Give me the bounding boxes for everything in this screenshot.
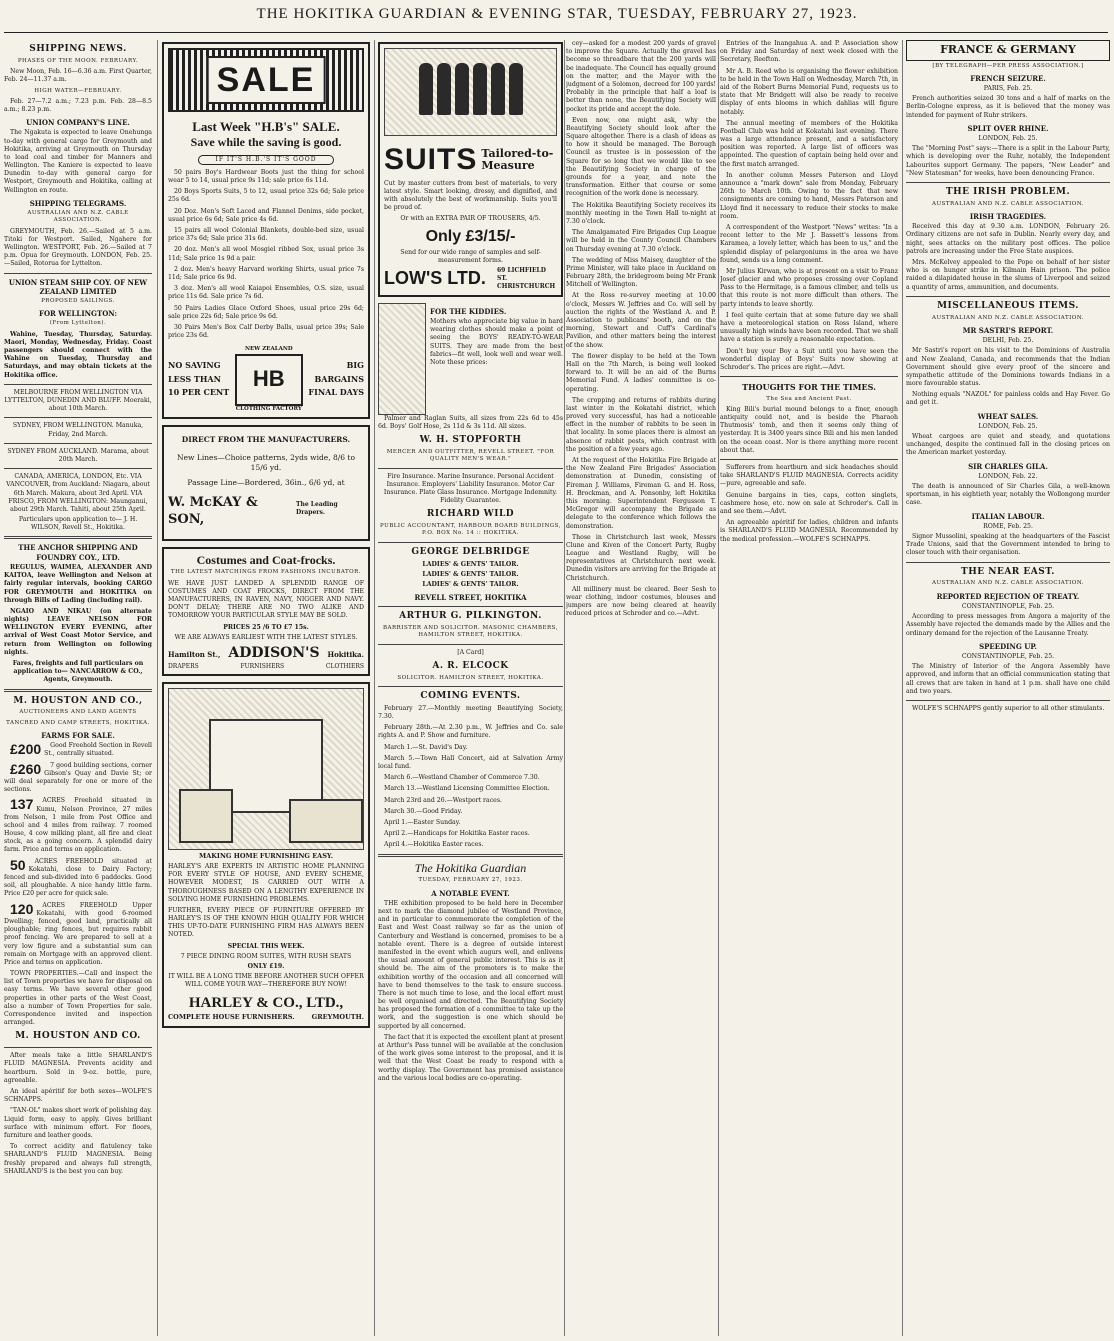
suits-heading: SUITS — [384, 143, 478, 176]
speeding-text: The Ministry of Interior of the Angora Assembly have approved, and inform that an official communication stating that all crews that are taken in hand at 1 p.m. shall have one child and two years. — [906, 663, 1110, 695]
tailor-line: LADIES' & GENTS' TAILOR. — [422, 580, 519, 588]
divider — [906, 562, 1110, 563]
kiddies-heading: FOR THE KIDDIES. — [430, 306, 507, 316]
listing-text: 7 good building sections, corner Gibson's Quay and Davie St; or will deal separately for one or more of the sections. — [4, 761, 152, 794]
lows-address: 69 LICHFIELD ST. CHRISTCHURCH — [497, 267, 556, 290]
houston-heading: M. HOUSTON AND CO., — [13, 695, 143, 706]
split-heading: SPLIT OVER RHINE. — [967, 123, 1049, 133]
mckay-ad — [162, 425, 370, 541]
wheat-dateline: LONDON, Feb. 25. — [978, 422, 1038, 430]
sale-item: 20 Boys Sports Suits, 5 to 12, usual price 32s 6d; Sale price 25s 6d. — [168, 188, 364, 204]
addisons-name-row — [168, 644, 364, 662]
divider — [378, 854, 563, 857]
masthead-rule — [4, 32, 1108, 33]
telegrams-heading: SHIPPING TELEGRAMS. — [29, 198, 127, 208]
wellington-heading: FOR WELLINGTON: — [38, 309, 118, 319]
divider — [4, 273, 152, 274]
harley-name: HARLEY & CO., LTD., — [188, 994, 344, 1011]
hb-ribbon: IF IT'S H.B.'S IT'S GOOD — [198, 155, 334, 165]
divider — [378, 606, 563, 607]
seizure-dateline: PARIS, Feb. 25. — [983, 85, 1033, 92]
moon-text: New Moon, Feb. 16—6.36 a.m. First Quarter, Feb. 24—11.37 a.m. — [4, 68, 152, 84]
event-item: March 23rd and 26.—Westport races. — [384, 796, 502, 804]
magnesia-text: After meals take a little SHARLAND'S FLUID MAGNESIA. Prevents acidity and heartburn. Sold in 9-oz. bottle, pure, agreeable. — [4, 1052, 152, 1084]
lows-ad — [378, 42, 563, 297]
fares-text: Fares, freights and full particulars on application to— NANCARROW & CO., Agents, Greymouth. — [12, 660, 144, 684]
sastri-heading: MR SASTRI'S REPORT. — [962, 325, 1054, 335]
tide-text: Feb. 27—7.2 a.m.; 7.23 p.m. Feb. 28—8.5 a.m.; 8.23 p.m. — [4, 97, 152, 113]
hb-logo-icon — [235, 354, 303, 406]
furnishers-label: FURNISHERS — [240, 662, 285, 670]
sale-item: 15 pairs all wool Colonial Blankets, double-bed size, usual price 37s 6d; Sale price 31s 6d. — [168, 227, 364, 243]
news-paragraph: An agreeable apéritif for ladies, children and infants is SHARLAND'S FLUID MAGNESIA. Recommended by the medical profession.—WOLFE'S SCHNAPPS. — [720, 519, 898, 543]
uss-sub: PROPOSED SAILINGS. — [41, 298, 115, 304]
treaty-text: According to press messages from Angora a majority of the Assembly have rejected the demands made by the Allies and the ordinary demand for the rejection of the Lausanne Treaty. — [906, 613, 1110, 637]
divider — [4, 468, 152, 469]
near-east-heading: THE NEAR EAST. — [961, 566, 1055, 577]
guardian-date: TUESDAY, FEBRUARY 27, 1923. — [418, 877, 523, 884]
divider — [378, 542, 563, 543]
clothiers-label: CLOTHIERS — [325, 662, 364, 670]
furniture-illustration — [168, 688, 364, 850]
tailored-heading: Tailored-to-Measure — [481, 146, 554, 172]
prices-text: PRICES 25 /6 TO £7 15s. — [223, 623, 309, 631]
notable-heading: A NOTABLE EVENT. — [431, 888, 510, 898]
column-rule — [902, 40, 903, 1336]
addisons-name: ADDISON'S — [228, 645, 320, 662]
column-shipping — [4, 40, 152, 1338]
divider — [4, 417, 152, 418]
event-item: February 27.—Monthly meeting Beautifying Society, 7.30. — [378, 704, 563, 721]
elcock-sub: SOLICITOR. HAMILTON STREET, HOKITIKA. — [397, 674, 544, 681]
new-lines-text: New Lines—Choice patterns, 2yds wide, 8/6 to 15/6 yd. — [177, 452, 355, 472]
column-local — [378, 40, 563, 1338]
save-heading: Save while the saving is good. — [190, 135, 342, 150]
news-paragraph: Mr Julius Kirwan, who is at present on a visit to Franz Josef glacier and who proposes crossing over Copland Pass to the Hermitage, is a famous climber, and tells us that this route is not more difficult than others. The party intends to leave shortly. — [720, 267, 898, 308]
split-dateline: LONDON, Feb. 25. — [978, 134, 1038, 142]
tailor-line: LADIES' & GENTS' TAILOR. — [422, 570, 519, 578]
stopforth-name: W. H. STOPFORTH — [419, 435, 522, 446]
melbourne-text: MELBOURNE FROM WELLINGTON VIA LYTTELTON, DUNEDIN AND BLUFF. Moeraki, about 10th March. — [4, 388, 152, 413]
news-paragraph: At the Ross re-survey meeting at 10.00 o'clock, Messrs W. Jeffries and Co. will sell by auction the rights of the Westland A. and P. Association to publicans' booth, and on the morning, Stewart and Cuff's Cardinal's Pavilion, and other matters being the interest of the show. — [566, 292, 716, 349]
event-item: March 1.—St. David's Day. — [384, 743, 468, 751]
gila-dateline: LONDON, Feb. 22. — [978, 472, 1038, 480]
divider — [720, 376, 898, 377]
harley-trade: COMPLETE HOUSE FURNISHERS. — [168, 1013, 295, 1022]
event-item: March 13.—Westland Licensing Committee Election. — [384, 785, 550, 793]
news-paragraph: Sufferers from heartburn and sick headaches should take SHARLAND'S FLUID MAGNESIA. Corrects acidity—pure, agreeable and safe. — [720, 464, 898, 488]
addisons-ad — [162, 547, 370, 677]
news-paragraph: Those in Christchurch last week, Messrs Clune and Kiven of the Concert Party, Rugby League and Westland Rugby, will be representatives at Christchurch next week. Dunedin visitors are arriving for the Brigade at Christchurch. — [566, 533, 716, 582]
wild-sub: PUBLIC ACCOUNTANT, HARBOUR BOARD BUILDINGS, P.O. BOX No. 14 :: HOKITIKA. — [379, 523, 562, 537]
last-week-heading: Last Week "H.B's" SALE. — [192, 119, 340, 134]
styles-text: WE ARE ALWAYS EARLIEST WITH THE LATEST STYLES. — [174, 633, 358, 641]
hb-mark: HB — [252, 365, 285, 391]
news-paragraph: In another column Messrs Paterson and Lloyd announce a "mark down" sale from Monday, February 26th to March 10th. Owing to the fact that new consignments are coming to hand, Messrs Paterson and Lloyd find it necessary to reduce their stocks to make room. — [720, 171, 898, 220]
event-item: February 28th.—At 2.30 p.m., W. Jeffries and Co. sale rights A. and P. Show and furniture. — [378, 724, 563, 740]
column-rule — [374, 40, 375, 1336]
event-item: March 5.—Town Hall Concert, aid at Salvation Army local fund. — [378, 754, 563, 770]
divider — [720, 459, 898, 460]
man-figure-icon — [509, 63, 523, 115]
anchor-text: REGULUS, WAIMEA, ALEXANDER AND KAITOA, leave Wellington and Nelson at fairly regular intervals, booking CARGO FOR GREYMOUTH and HOKITIKA on through Bills of Lading (including rail). — [4, 563, 152, 604]
irish-text: Received this day at 9.30 a.m. LONDON, February 26. Ordinary citizens are not safe in Dublin. Nearly every day, and night, sees attacks on the military post offices. The police patrols are increasing under the Free State auspices. — [906, 223, 1110, 255]
suits-row — [384, 140, 557, 180]
insurance-list: Fire Insurance. Marine Insurance. Personal Accident Insurance. Employers' Liability Insurance. Motor Car Insurance. Plate Glass Insurance. Mortgage Indemnity. Fidelity Guarantee. — [383, 472, 558, 505]
sale-item: 3 doz. Men's all wool Kaiapoi Ensembles, O.S. size, usual price 11s 6d. Sale price 7s 6d. — [168, 285, 364, 301]
misc-heading: MISCELLANEOUS ITEMS. — [937, 300, 1079, 311]
union-heading: UNION COMPANY'S LINE. — [26, 118, 130, 128]
listing-text: ACRES FREEHOLD situated at Kokatahi, close to Dairy Factory; fenced and sub-divided into 6 paddocks. Good soil, all ploughable. A nice handy little farm. Price £20 per acre for quick sale. — [4, 857, 152, 898]
nz-label: NEW ZEALAND — [244, 346, 293, 353]
suits-text: Cut by master cutters from best of materials, to very latest style. Smart looking, dressy, and dignified, and with absolutely the best of workmanship. Suits you'll be proud of. — [384, 179, 557, 212]
wellington-text: Wahine, Tuesday, Thursday, Saturday. Maori, Monday, Wednesday, Friday. Coast passengers should connect with the Wahine on Tuesday, Thursday and Saturdays, and may obtain tickets at the Hokitika office. — [4, 330, 152, 379]
news-paragraph: The flower display to be held at the Town Hall on the 7th March, is being well looked forward to. It will be an aid of the Burns Memorial Fund. A ladies' committee is co-operating. — [566, 352, 716, 393]
direct-heading: DIRECT FROM THE MANUFACTURERS. — [181, 434, 351, 444]
schnapps-text: An ideal apéritif for both sexes—WOLFE'S SCHNAPPS. — [4, 1088, 152, 1104]
sale-item: 30 Pairs Men's Box Calf Derby Balls, usual price 39s; Sale price 23s 6d. — [168, 323, 364, 340]
listing — [4, 762, 152, 795]
man-figure-icon — [473, 63, 487, 115]
listing — [4, 742, 152, 758]
man-figure-icon — [437, 63, 451, 115]
listing — [4, 858, 152, 899]
kiddies-block — [430, 303, 563, 415]
no-saving-block — [168, 359, 229, 400]
nazol-text: Nothing equals "NAZOL" for painless colds and Hay Fever. Go and get it. — [906, 391, 1110, 407]
thoughts-sub: The Sea and Ancient Past. — [766, 395, 852, 402]
near-east-sub: AUSTRALIAN AND N.Z. CABLE ASSOCIATION. — [931, 580, 1085, 587]
anchor-heading: THE ANCHOR SHIPPING AND FOUNDRY COY., LTD. — [18, 543, 138, 562]
hb-footer — [168, 346, 364, 413]
column-news-a — [566, 40, 716, 1338]
divider — [4, 1047, 152, 1048]
event-item: April 4.—Hokitika Easter races. — [384, 841, 484, 849]
pilkington-sub: BARRISTER AND SOLICITOR. MASONIC CHAMBERS, HAMILTON STREET, HOKITIKA. — [383, 625, 558, 639]
news-paragraph: All millinery must be cleared. Beer Sesh to wear clothing, indoor costumes, blouses and jumpers are now being cleared at heavily reduced prices at Schroder and co.—Advt. — [566, 585, 716, 618]
card-label: [A Card] — [457, 648, 484, 656]
suites-text: 7 PIECE DINING ROOM SUITES, WITH RUSH SEATS — [180, 952, 352, 960]
misc-sub: AUSTRALIAN AND N.Z. CABLE ASSOCIATION. — [931, 314, 1085, 321]
costumes-sub: THE LATEST MATCHINGS FROM FASHIONS INCUBATOR. — [170, 569, 362, 576]
man-figure-icon — [455, 63, 469, 115]
irish-subheading: IRISH TRAGEDIES. — [969, 212, 1047, 222]
irish-sub: AUSTRALIAN AND N.Z. CABLE ASSOCIATION. — [931, 200, 1085, 207]
news-paragraph: cey—asked for a modest 200 yards of gravel to improve the Square. Actually the gravel has become so threadbare that the 200 yards will be inadequate. The Council has equally ground on the matter, and the Mayor with the judgment of a Solomon, decreed for 100 yards! Probably in the principle that half a loaf is better than none, the Beautifying Society will pocket its pride and accept the dole. — [566, 40, 716, 113]
divider — [906, 700, 1110, 701]
event-item: March 30.—Good Friday. — [384, 807, 463, 815]
suits-price: Only £3/15/- — [425, 227, 516, 245]
uss-heading: UNION STEAM SHIP COY. OF NEW ZEALAND LIMITED — [8, 277, 148, 296]
only-price: ONLY £19. — [247, 963, 285, 971]
less-than-text: LESS THAN — [168, 373, 221, 384]
ten-percent-text: 10 PER CENT — [168, 387, 230, 398]
sale-item: 20 doz. Men's all wool Mosgiel ribbed Sox, usual price 3s 11d; Sale price 1s 9d a pair. — [168, 246, 364, 262]
treaty-dateline: CONSTANTINOPLE, Feb. 25. — [961, 602, 1055, 610]
pilkington-name: ARTHUR G. PILKINGTON. — [399, 611, 542, 622]
france-germany-heading: FRANCE & GERMANY — [906, 40, 1110, 61]
costumes-heading: Costumes and Coat-frocks. — [196, 552, 336, 567]
passage-text: Passage Line—Bordered, 36in., 6/6 yd, at — [187, 478, 345, 488]
column-rule — [157, 40, 158, 1336]
big-text: BIG — [346, 360, 364, 371]
listing-acres: 120 — [10, 901, 34, 917]
mckay-sub: The Leading Drapers. — [296, 501, 338, 517]
tide-heading: HIGH WATER—FEBRUARY. — [34, 87, 122, 94]
tanol-text: "TAN-OL" makes short work of polishing day. Liquid form, easy to apply. Gives brilliant surface with minimum effort. For floors, furniture and leather goods. — [4, 1107, 152, 1139]
agent-text: Particulars upon application to— J. H. WILSON, Revell St., Hokitika. — [18, 516, 138, 532]
furnishing-caption: MAKING HOME FURNISHING EASY. — [199, 852, 333, 861]
sastri-dateline: DELHI, Feb. 25. — [982, 337, 1034, 345]
divider — [378, 686, 563, 687]
news-paragraph: The Hokitika Beautifying Society receives its monthly meeting in the Town Hall to-night at 7.30 o'clock. — [566, 201, 716, 225]
column-rule — [564, 40, 565, 1336]
special-heading: SPECIAL THIS WEEK. — [227, 942, 305, 950]
sale-word: SALE — [207, 56, 326, 104]
speeding-dateline: CONSTANTINOPLE, Feb. 25. — [961, 652, 1055, 660]
divider — [4, 689, 152, 692]
sydney-auckland-text: SYDNEY FROM AUCKLAND. Marama, about 20th March. — [7, 447, 149, 463]
moon-heading: PHASES OF THE MOON. FEBRUARY. — [17, 57, 139, 64]
sale-item: 20 Doz. Men's Soft Laced and Flannel Denims, side pocket, usual price 6s 6d; Sale price 4s 6d. — [168, 207, 364, 223]
man-figure-icon — [491, 63, 505, 115]
divider — [378, 468, 563, 469]
stopforth-sub: MERCER AND OUTFITTER, REVELL STREET. "FOR QUALITY MEN'S WEAR." — [386, 449, 555, 463]
shipping-heading: SHIPPING NEWS. — [29, 44, 127, 54]
sydney-text: SYDNEY, FROM WELLINGTON. Manuka, Friday, 2nd March. — [12, 422, 144, 438]
guardian-title: The Hokitika Guardian — [414, 860, 527, 875]
lows-name-row — [384, 267, 557, 291]
harley-text: HARLEY'S ARE EXPERTS IN ARTISTIC HOME PLANNING FOR EVERY STYLE OF HOUSE, AND EVERY SCHEME, HOWEVER MODEST, IS CARRIED OUT WITH A THOROUGHNESS BASED ON A LENGTHY EXPERIENCE IN SOLVING HOME FURNISHING PROBLEMS. — [168, 862, 364, 903]
elcock-name: A. R. ELCOCK — [432, 660, 509, 671]
column-news-b — [720, 40, 898, 1338]
listing-text: ACRES FREEHOLD Upper Kokatahi, with good 6-roomed Dwelling; fenced, good land, practically all ploughable; ring fences, but requires rabbit proof fencing. We are prepared to sell at a very low figure and a substantial sum can remain on Mortgage with an approved client. Price and terms on application. — [4, 901, 152, 966]
addisons-trades — [168, 663, 364, 671]
drapers-label: DRAPERS — [168, 662, 199, 670]
masthead: THE HOKITIKA GUARDIAN & EVENING STAR, TUESDAY, FEBRUARY 27, 1923. — [256, 6, 858, 22]
coming-events-heading: COMING EVENTS. — [420, 691, 521, 701]
table-icon — [289, 799, 363, 843]
mckay-name: W. McKAY & SON, — [168, 495, 258, 528]
man-figure-icon — [419, 63, 433, 115]
listing-text: ACRES Freehold situated in Kumu, Nelson Province, 27 miles from Nelson, 1 mile from Post Office and school and 4 miles from railway. 7 roomed House, 4 cow milking plant, all fire and cleat stock, as a going concern. A splendid dairy farm. Price and terms on application. — [4, 797, 152, 854]
news-paragraph: A correspondent of the Westport "News" writes: "In a recent letter to the Mr J. Bassett's lessons from Karamea, a lovely letter, which has been to us," and the splendid display of pelargoniums in the area we have found, sends us a long comment. — [720, 223, 898, 264]
column-rule — [718, 40, 719, 1336]
kiddies-prices: Palmer and Raglan Suits, all sizes from 22s 6d to 45s 6d. Boys' Golf Hose, 2s 11d & 3s 11d. All sizes. — [378, 414, 563, 430]
men-illustration — [384, 48, 557, 136]
notable-text-2: The fact that it is expected the excellent plant at present at Arthur's Pass tunnel will be available at the conclusion of the work gives some interest to the proposal, and it is well that the West Coast be ready to respond with a worthy display. The Government has promised assistance and the various local bodies are co-operating. — [378, 1033, 563, 1082]
news-paragraph: I feel quite certain that at some future day we shall have a meteorological station on Ross Island, where unusually high winds have been recorded. That we shall have a station is surely a reasonable expectation. — [720, 311, 898, 344]
thoughts-heading: THOUGHTS FOR THE TIMES. — [742, 382, 876, 393]
divider — [906, 182, 1110, 183]
wild-name: RICHARD WILD — [426, 509, 515, 520]
sale-item: 50 pairs Boy's Hardwear Boots just the thing for school wear 5 to 14, usual price 9s 11d; sale price 6s 11d. — [168, 168, 364, 185]
treaty-heading: REPORTED REJECTION OF TREATY. — [936, 591, 1080, 601]
houston-sub: AUCTIONEERS AND LAND AGENTS — [19, 709, 137, 716]
wellington-sub: (From Lyttelton). — [49, 320, 107, 327]
addisons-street: Hamilton St., — [168, 650, 221, 660]
delbridge-name: GEORGE DELBRIDGE — [411, 546, 530, 557]
event-item: April 1.—Easter Sunday. — [384, 818, 461, 826]
union-text: The Ngakuta is expected to leave Onehunga to-day with general cargo for Greymouth and Hokitika, arriving at Greymouth on Thursday to load coal and timber for Manners and Wellington. The Kaniere is expected to leave Dunedin to-day with general cargo for Westport, Greymouth and Hokitika, calling at Wellington en route. — [4, 129, 152, 194]
news-paragraph: Even now, one might ask, why the Beautifying Society should look after the Square altogether. There is a clash of ideas as to how it should be managed. The Borough Council as trustee is in possession of the Square for so long that we would like to see the Beautifying Society in charge of the grounds for a year, and note the transformation. Either that course or some recognition of the work done is necessary. — [566, 116, 716, 198]
harley-footer — [168, 1013, 364, 1022]
press-association-label: [BY TELEGRAPH—PER PRESS ASSOCIATION.] — [932, 62, 1084, 69]
divider — [4, 443, 152, 444]
event-item: March 6.—Westland Chamber of Commerce 7.30. — [384, 774, 540, 782]
notable-text: THE exhibition proposed to be held here in December next to mark the diamond jubilee of Westland Province, and in particular to commemorate the completion of the East and West Coast railway so far as the union of Canterbury and Westland is concerned, promises to be a notable event. There is a degree of outside interest manifested in the event which augurs well, and enlivens the usual amount of general public interest. This is as it should be. The aim of the promoters is to make the exhibition worthy of the occasion and all concerned will have to bend themselves to the task to ensure success. There is not much time to lose, and the local effort must be well organised and directed. The Beautifying Society has proposed the formation of a committee to take up the work, and the suggestion is one which should be supported by all concerned. — [378, 899, 563, 1030]
extra-trousers: Or with an EXTRA PAIR OF TROUSERS, 4/5. — [400, 215, 541, 223]
listing — [4, 797, 152, 854]
italian-text: Signor Mussolini, speaking at the headquarters of the Fascist Trade Unions, said that the Government intended to bring to closer touch with their organisation. — [906, 533, 1110, 557]
no-saving-text: NO SAVING — [168, 360, 221, 371]
samples-text: Send for our wide range of samples and self-measurement forms. — [400, 248, 541, 264]
boy-illustration — [378, 303, 426, 415]
listing-price: £260 — [10, 761, 42, 777]
divider — [378, 644, 563, 645]
chair-icon — [179, 789, 233, 843]
column-cables — [906, 40, 1110, 1338]
final-days-text: FINAL DAYS — [308, 387, 364, 398]
news-paragraph: Genuine bargains in ties, caps, cotton singlets, cashmere hose, etc. now on sale at Schroder's. Call in and see them.—Advt. — [720, 491, 898, 515]
irish-text-2: Mrs. McKelvey appealed to the Pope on behalf of her sister who is on hunger strike in Kilmain Hain prison. The police raided a dilapidated house in the slums of Liverpool and seized a quantity of arms, ammunition, and documents. — [906, 259, 1110, 291]
town-text: TOWN PROPERTIES.—Call and inspect the list of Town properties we have for disposal on easy terms. We have several other good properties in other parts of the West Coast, also a number of Town Properties for sale. Correspondence invited and inspection arranged. — [4, 970, 152, 1027]
news-paragraph: The wedding of Miss Maisey, daughter of the Prime Minister, will take place in Auckland on February 28th, the bridegroom being Mr Frank Mitchell of Wellington. — [566, 256, 716, 289]
listing-price: £200 — [10, 742, 42, 758]
costumes-text: WE HAVE JUST LANDED A SPLENDID RANGE OF COSTUMES AND COAT FROCKS, DIRECT FROM THE MANUFACTURERS, IN RAVEN, NAVY, NIGGER AND NAVY. DON'T DELAY; THERE ARE NO TWO ALIKE AND TOMORROW YOUR PARTICULAR STYLE MAY BE SOLD. — [168, 579, 364, 620]
news-paragraph: Entries of the Inangahua A. and P. Association show on Friday and Saturday of next week closed with the Secretary, Reefton. — [720, 40, 898, 64]
divider — [4, 384, 152, 385]
column-advertisements — [162, 40, 370, 1338]
seizure-text: French authorities seized 30 tons and a half of marks on the Berlin-Cologne express, as it is believed that the money was intended for payment of Ruhr strikers. — [906, 95, 1110, 119]
lows-name: LOW'S LTD. — [384, 268, 486, 289]
harley-ad — [162, 682, 370, 1028]
divider — [4, 536, 152, 539]
long-time-text: IT WILL BE A LONG TIME BEFORE ANOTHER SUCH OFFER WILL COME YOUR WAY—THEREFORE BUY NOW! — [168, 973, 364, 989]
wheat-heading: WHEAT SALES. — [977, 411, 1039, 421]
speeding-heading: SPEEDING UP. — [979, 641, 1037, 651]
canada-text: CANADA, AMERICA, LONDON, Etc. VIA VANCOUVER, from Auckland: Niagara, about 6th March. Makura, about 3rd April. VIA FRISCO, FROM WELLINGTON: Maunganui, about 29th March. Tahiti, about 25th April. — [6, 473, 150, 513]
listing-acres: 137 — [10, 797, 34, 813]
revell-street: REVELL STREET, HOKITIKA — [414, 593, 527, 603]
gila-heading: SIR CHARLES GILA. — [968, 461, 1048, 471]
italian-heading: ITALIAN LABOUR. — [971, 511, 1045, 521]
sastri-text: Mr Sastri's report on his visit to the Dominions of Australia and New Zealand, Canada, and recommends that the Indian Government should give every proof of the sincere and sympathetic attitude of the Dominions towards Indians in a more favourable status. — [906, 347, 1110, 388]
listing — [4, 902, 152, 968]
sale-banner — [168, 48, 364, 112]
sale-item: 2 doz. Men's heavy Harvard working Shirts, usual price 7s 11d; Sale price 6s 9d. — [168, 265, 364, 281]
wheat-text: Wheat cargoes are quiet and steady, and quotations unchanged, despite the continued fall in the closing prices on the American market yesterday. — [906, 433, 1110, 457]
seizure-heading: FRENCH SEIZURE. — [970, 73, 1046, 83]
harley-town: GREYMOUTH. — [311, 1013, 364, 1022]
addisons-town: Hokitika. — [327, 650, 364, 660]
clothing-factory-label: CLOTHING FACTORY — [235, 405, 302, 412]
tailor-line: LADIES' & GENTS' TAILOR. — [422, 560, 519, 568]
news-paragraph: The cropping and returns of rabbits during last winter in the Kokatahi district, which proved very successful, has had a noticeable effect in the number of rabbits to be seen in that locality. In some places there is almost an absence of rabbit pests, which contrast with the position of a few years ago. — [566, 396, 716, 453]
bargains-block — [308, 359, 364, 400]
mckay-name-row — [168, 494, 364, 528]
hb-logo-block — [235, 346, 303, 413]
news-paragraph: Don't buy your Boy a Suit until you have seen the wonderful display of Boys' Suits now showing at Schroder's. The prices are right.—Advt. — [720, 347, 898, 371]
irish-heading: THE IRISH PROBLEM. — [945, 186, 1071, 197]
italian-dateline: ROME, Feb. 25. — [983, 522, 1033, 530]
hb-sale-ad — [162, 42, 370, 419]
news-paragraph: Mr A. B. Reed who is organising the flower exhibition to be held in the Town Hall on Wednesday, March 7th, in aid of the Robert Burns Memorial Fund, requests us to state that Mr Bridgett will also be ready to receive display of ents blooms in which dahlias will figure notably. — [720, 67, 898, 116]
listing-acres: 50 — [10, 857, 26, 873]
acidity-text: To correct acidity and flatulency take SHARLAND'S FLUID MAGNESIA. Being freshly prepared and always full strength, SHARLAND'S is the best you can buy. — [4, 1143, 152, 1175]
kiddies-ad — [378, 303, 563, 415]
telegrams-text: GREYMOUTH, Feb. 26.—Sailed at 5 a.m. Titoki for Westport. Sailed, Ngahere for Wellington. WESTPORT, Feb. 26.—Sailed at 7 p.m. Opua for Greymouth. LONDON, Feb. 25.—Sailed, Rotorua for Lyttelton. — [4, 227, 152, 268]
news-paragraph: At the request of the Hokitika Fire Brigade at the New Zealand Fire Brigades' Association demonstration at Dunedin, consisting of Fireman J. Williams, Fireman G. and H. Ross, H. Brockman, and A. Ponsonby, left Hokitika this morning. Superintendent Fergusson T. McGregor will accompany the Brigade as delegate to the conference which follows the demonstration. — [566, 457, 716, 530]
kiddies-text: Mothers who appreciate big value in hard wearing clothes should make a point of seeing the BOYS' READY-TO-WEAR SUITS. They are made from the best fabrics—fit well, look well and wear well. Note these prices: — [430, 318, 563, 366]
split-text: The "Morning Post" says:—There is a split in the Labour Party, which is developing over the Ruhr, notably, the Independent Labourites support Germany. The papers, "New Leader" and "New Statesman" for weeks, have been denouncing France. — [906, 145, 1110, 177]
news-paragraph: The annual meeting of members of the Hokitika Football Club was held at Kokatahi last evening. There was a large attendance present, and a satisfactory position was reported. A large list of officers was appointed. The question of captain being held over and the first match arranged. — [720, 119, 898, 168]
bargains-text: BARGAINS — [314, 373, 364, 384]
news-paragraph: The Amalgamated Fire Brigades Cup League will be held in the County Council Chambers on Thursday evening at 7.30 o'clock. — [566, 229, 716, 253]
listing-text: Good Freehold Section in Revell St., centrally situated. — [44, 742, 152, 758]
farms-heading: FARMS FOR SALE. — [41, 730, 115, 740]
divider — [906, 296, 1110, 297]
wolfe-text: WOLFE'S SCHNAPPS gently superior to all other stimulants. — [912, 704, 1105, 712]
gila-text: The death is announced of Sir Charles Gila, a well-known sportsman, in his eightieth year, notably the Wollongong murder case. — [906, 483, 1110, 507]
thoughts-text: King Bili's burial mound belongs to a finer, enough antiquity could not, and is beside the Pharaoh Thutmosis' tomb, and then it seems only thing of yesterday. It is 3400 years since Bili and his men landed on the ocean coast. Nor is there anything more recent about that. — [720, 405, 898, 454]
ngaio-text: NGAIO AND NIKAU (on alternate nights) LEAVE NELSON FOR WELLINGTON EVERY EVENING, after arrival of West Coast Motor Service, and return from Wellington on following nights. — [4, 607, 152, 656]
houston-footer: M. HOUSTON AND CO. — [15, 1031, 141, 1042]
harley-text-2: FURTHER, EVERY PIECE OF FURNITURE OFFERED BY HARLEY'S IS OF THE KNOWN HIGH QUALITY FOR WHICH THIS UP-TO-DATE FURNISHING FIRM HAS ALWAYS BEEN NOTED. — [168, 906, 364, 939]
sale-item: 50 Pairs Ladies Glace Oxford Shoes, usual price 29s 6d; sale price 22s 6d; Sale price 9s 6d. — [168, 304, 364, 320]
houston-address: TANCRED AND CAMP STREETS, HOKITIKA. — [6, 719, 150, 726]
telegrams-sub: AUSTRALIAN AND N.Z. CABLE ASSOCIATION. — [27, 210, 129, 224]
event-item: April 2.—Handicaps for Hokitika Easter races. — [384, 830, 530, 838]
